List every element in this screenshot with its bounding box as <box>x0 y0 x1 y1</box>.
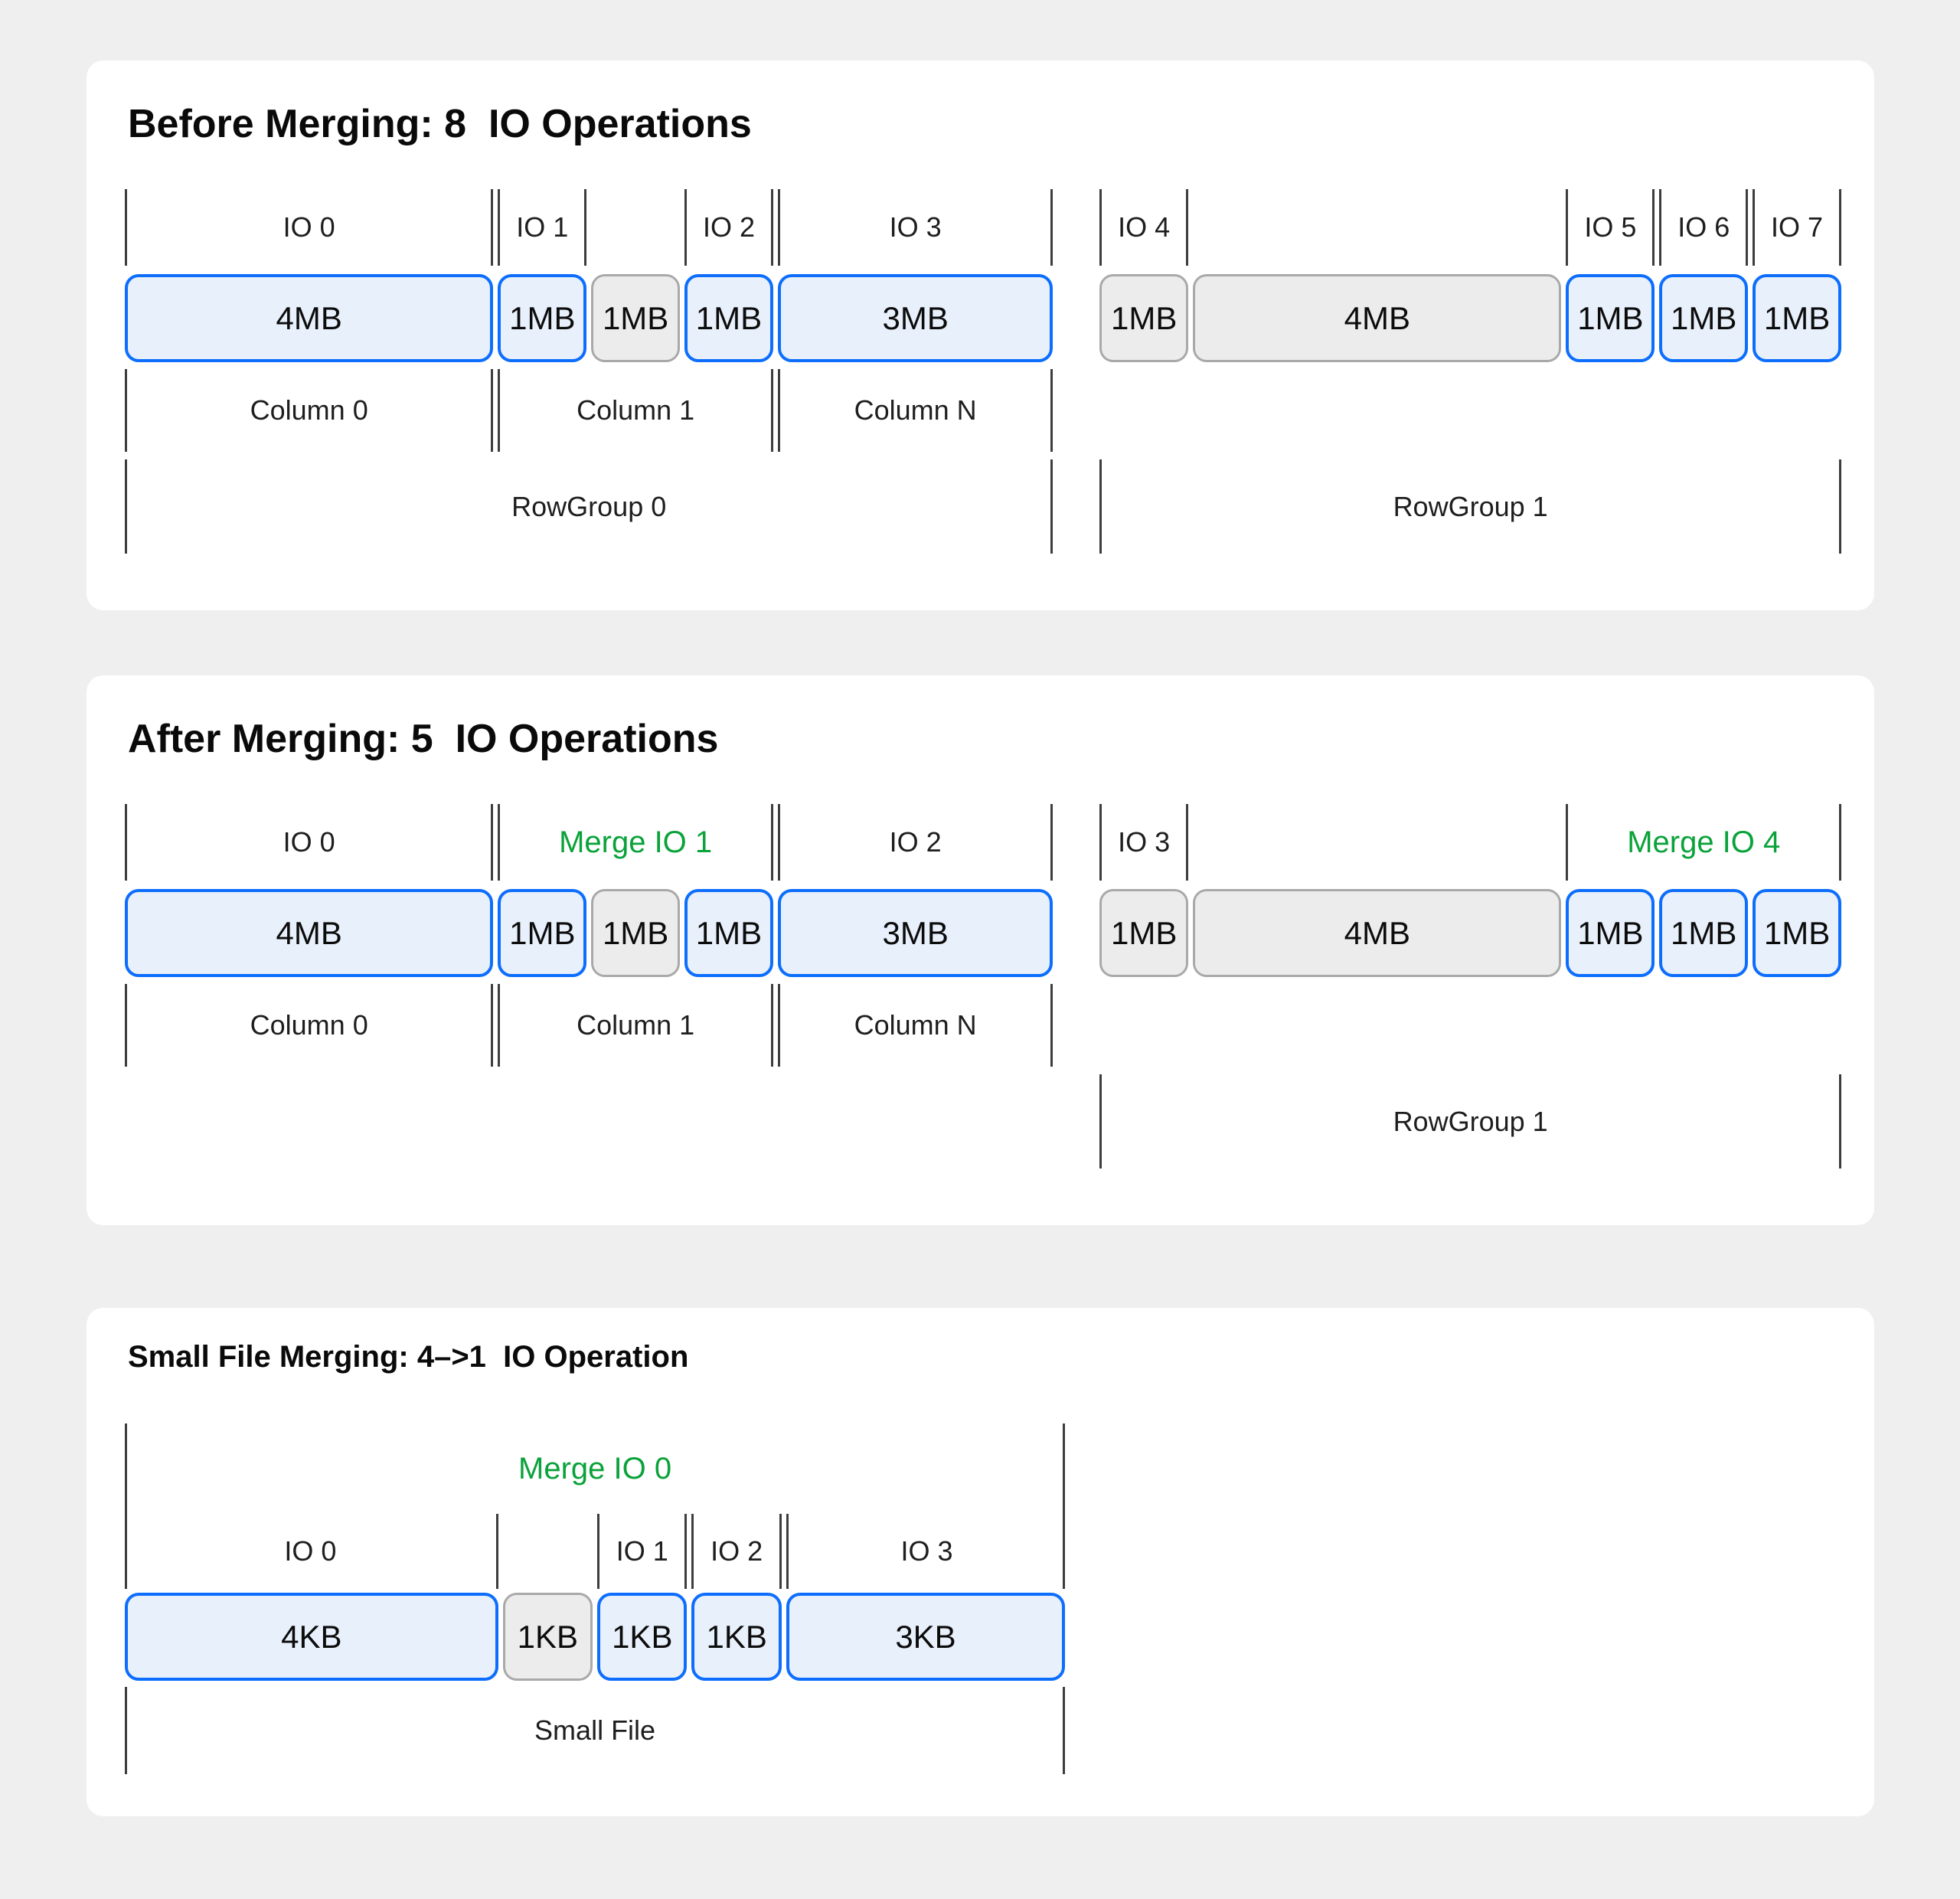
rowgroup-bracket: RowGroup 1 <box>1099 459 1841 554</box>
io-bracket: IO 1 <box>498 189 586 266</box>
block-3mb: 3MB <box>778 889 1054 977</box>
merge-io-label: Merge IO 0 <box>518 1451 672 1486</box>
block-4kb: 4KB <box>125 1593 498 1681</box>
block-1mb-skipped: 1MB <box>591 274 680 362</box>
panel2-diagram <box>122 804 1844 1168</box>
merge-io-bracket: Merge IO 4 <box>1566 804 1841 881</box>
panel1-diagram <box>122 189 1844 554</box>
column-bracket: Column 1 <box>498 369 773 452</box>
column-bracket: Column 1 <box>498 984 773 1067</box>
panel2-title: After Merging: 5 IO Operations <box>128 717 719 761</box>
io-bracket: IO 4 <box>1099 189 1188 266</box>
block-1mb: 1MB <box>498 889 586 977</box>
io-bracket: IO 2 <box>691 1514 781 1589</box>
io-bracket: IO 5 <box>1566 189 1655 266</box>
block-1mb: 1MB <box>1659 889 1748 977</box>
block-3kb: 3KB <box>786 1593 1065 1681</box>
block-1mb-skipped: 1MB <box>591 889 680 977</box>
small-file-bracket: Small File <box>125 1687 1065 1774</box>
io-bracket: IO 0 <box>125 189 493 266</box>
block-4mb-skipped: 4MB <box>1193 889 1561 977</box>
column-bracket: Column 0 <box>125 984 493 1067</box>
block-4mb: 4MB <box>125 274 493 362</box>
block-1kb: 1KB <box>597 1593 687 1681</box>
block-1mb: 1MB <box>1659 274 1748 362</box>
io-bracket: IO 3 <box>778 189 1054 266</box>
merge-io-bracket: Merge IO 1 <box>498 804 773 881</box>
io-bracket: IO 3 <box>1099 804 1188 881</box>
block-1mb: 1MB <box>1566 889 1655 977</box>
io-bracket: IO 3 <box>786 1514 1065 1589</box>
block-1mb: 1MB <box>1566 274 1655 362</box>
block-1mb: 1MB <box>1753 889 1841 977</box>
block-1kb-skipped: 1KB <box>503 1593 593 1681</box>
block-1mb: 1MB <box>1753 274 1841 362</box>
block-1mb-skipped: 1MB <box>1099 889 1188 977</box>
panel3-title: Small File Merging: 4–>1 IO Operation <box>128 1340 689 1374</box>
block-1mb: 1MB <box>684 274 773 362</box>
column-bracket: Column 0 <box>125 369 493 452</box>
column-bracket: Column N <box>778 984 1054 1067</box>
io-bracket: IO 0 <box>125 804 493 881</box>
block-3mb: 3MB <box>778 274 1054 362</box>
rowgroup-bracket: RowGroup 1 <box>1099 1074 1841 1168</box>
block-4mb-skipped: 4MB <box>1193 274 1561 362</box>
block-1mb-skipped: 1MB <box>1099 274 1188 362</box>
block-4mb: 4MB <box>125 889 493 977</box>
panel-small-file-merging <box>87 1308 1874 1816</box>
block-1mb: 1MB <box>498 274 586 362</box>
io-bracket: IO 2 <box>778 804 1054 881</box>
io-bracket: IO 1 <box>597 1514 687 1589</box>
io-bracket: IO 7 <box>1753 189 1841 266</box>
panel3-diagram <box>122 1423 1067 1774</box>
panel-before-merging <box>87 60 1874 610</box>
io-bracket: IO 0 <box>125 1514 498 1589</box>
block-1mb: 1MB <box>684 889 773 977</box>
io-bracket: IO 6 <box>1659 189 1748 266</box>
block-1kb: 1KB <box>691 1593 781 1681</box>
io-bracket: IO 2 <box>684 189 773 266</box>
column-bracket: Column N <box>778 369 1054 452</box>
rowgroup-bracket: RowGroup 0 <box>125 459 1053 554</box>
panel-after-merging <box>87 675 1874 1225</box>
panel1-title: Before Merging: 8 IO Operations <box>128 102 752 146</box>
